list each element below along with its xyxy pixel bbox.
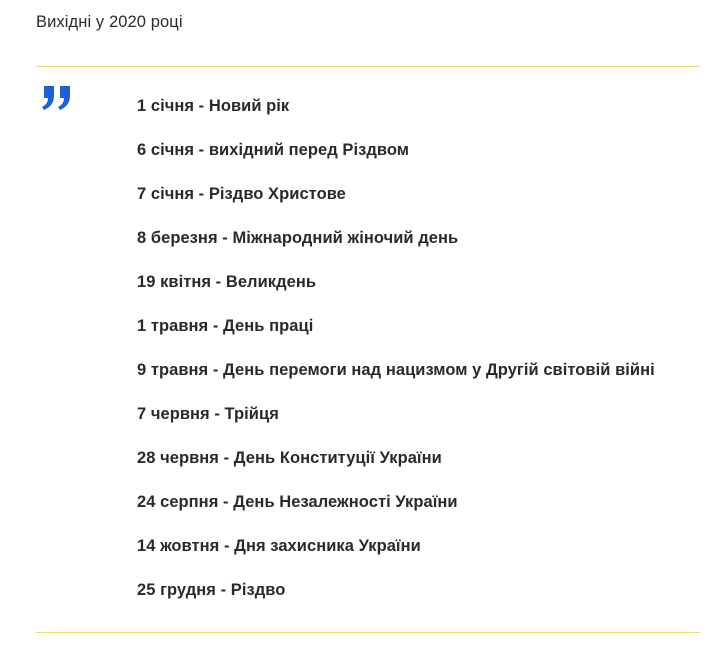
list-item: 28 червня - День Конституції України [137,449,442,467]
list-item: 24 серпня - День Незалежності України [137,493,458,511]
list-item: 9 травня - День перемоги над нацизмом у Другій світовій війні [137,361,655,379]
list-item: 8 березня - Міжнародний жіночий день [137,229,459,247]
list-item: 19 квітня - Великдень [137,273,317,291]
list-item: 7 січня - Різдво Христове [137,185,346,203]
top-divider [36,66,700,67]
holiday-list [137,95,655,623]
section-heading: Вихідні у 2020 році [36,13,183,31]
bottom-divider [36,632,700,633]
closing-quote-icon [41,84,75,112]
list-item: 7 червня - Трійця [137,405,279,423]
list-item: 25 грудня - Різдво [137,581,286,599]
list-item: 14 жовтня - Дня захисника України [137,537,421,555]
list-item: 1 травня - День праці [137,317,314,335]
list-item: 6 січня - вихідний перед Різдвом [137,141,410,159]
list-item: 1 січня - Новий рік [137,97,290,115]
